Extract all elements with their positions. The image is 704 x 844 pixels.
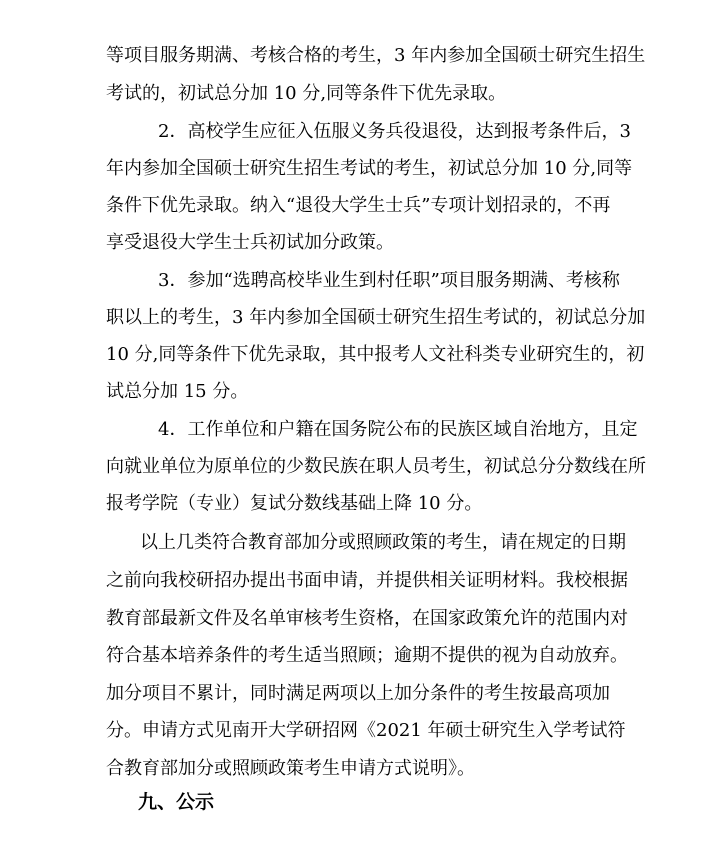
- item1-line-1: 等 项 目 服 务 期 满 、 考 核 合 格 的 考 生 ， 3 年 内 参 加 全 国 硕 士 研 究 生 招 生: [106, 45, 646, 66]
- closing-line-7: 合教育部加分或照顾政策考生申请方式说明》。: [106, 758, 475, 779]
- item2-line-2: 年 内 参 加 全 国 硕 士 研 究 生 招 生 考 试 的 考 生 ， 初 试 总 分 加 1 0 分 , 同 等: [106, 158, 633, 179]
- item3-line-3: 1 0 分 , 同 等 条 件 下 优 先 录 取 ， 其 中 报 考 人 文 社 科 类 专 业 研 究 生 的 ， 初: [106, 344, 645, 365]
- closing-line-2: 之 前 向 我 校 研 招 办 提 出 书 面 申 请 ， 并 提 供 相 关 证 明 材 料 。 我 校 根 据: [106, 570, 628, 591]
- item2-line-1: 2．高校学生应征入伍服义务兵役退役，达到报考条件后，3: [158, 121, 631, 142]
- item3-line-4: 试总分加 15 分。: [106, 381, 249, 402]
- item3-line-2: 职 以 上 的 考 生 ， 3 年 内 参 加 全 国 硕 士 研 究 生 招 生 考 试 的 ， 初 试 总 分 加: [106, 307, 646, 328]
- item2-line-4: 享受退役大学生士兵初试加分政策。: [106, 232, 394, 253]
- closing-line-5: 加 分 项 目 不 累 计 ， 同 时 满 足 两 项 以 上 加 分 条 件 的 考 生 按 最 高 项 加: [106, 683, 610, 704]
- section-heading-publicity: 九、公示: [138, 791, 215, 813]
- item4-line-3: 报考学院（专业）复试分数线基础上降 10 分。: [106, 493, 483, 514]
- closing-line-3: 教 育 部 最 新 文 件 及 名 单 审 核 考 生 资 格 ， 在 国 家 政 策 允 许 的 范 围 内 对: [106, 608, 628, 629]
- closing-line-6: 分 。 申 请 方 式 见 南 开 大 学 研 招 网 《 2 0 2 1 年 硕 士 研 究 生 入 学 考 试 符: [106, 720, 626, 741]
- item1-line-2: 考试的，初试总分加 10 分,同等条件下优先录取。: [106, 83, 507, 104]
- item4-line-1: 4．工作单位和户籍在国务院公布的民族区域自治地方，且定: [158, 419, 638, 440]
- item4-line-2: 向 就 业 单 位 为 原 单 位 的 少 数 民 族 在 职 人 员 考 生 ， 初 试 总 分 分 数 线 在 所: [106, 456, 646, 477]
- item2-line-3: 条 件 下 优 先 录 取 。 纳 入 “ 退 役 大 学 生 士 兵 ” 专 项 计 划 招 录 的 ， 不 再: [106, 195, 611, 216]
- closing-line-4: 符 合 基 本 培 养 条 件 的 考 生 适 当 照 顾 ； 逾 期 不 提 供 的 视 为 自 动 放 弃 。: [106, 645, 628, 666]
- closing-line-1: 以上几类符合教育部加分或照顾政策的考生，请在规定的日期: [140, 532, 626, 553]
- item3-line-1: 3．参加“选聘高校毕业生到村任职”项目服务期满、考核称: [158, 270, 620, 291]
